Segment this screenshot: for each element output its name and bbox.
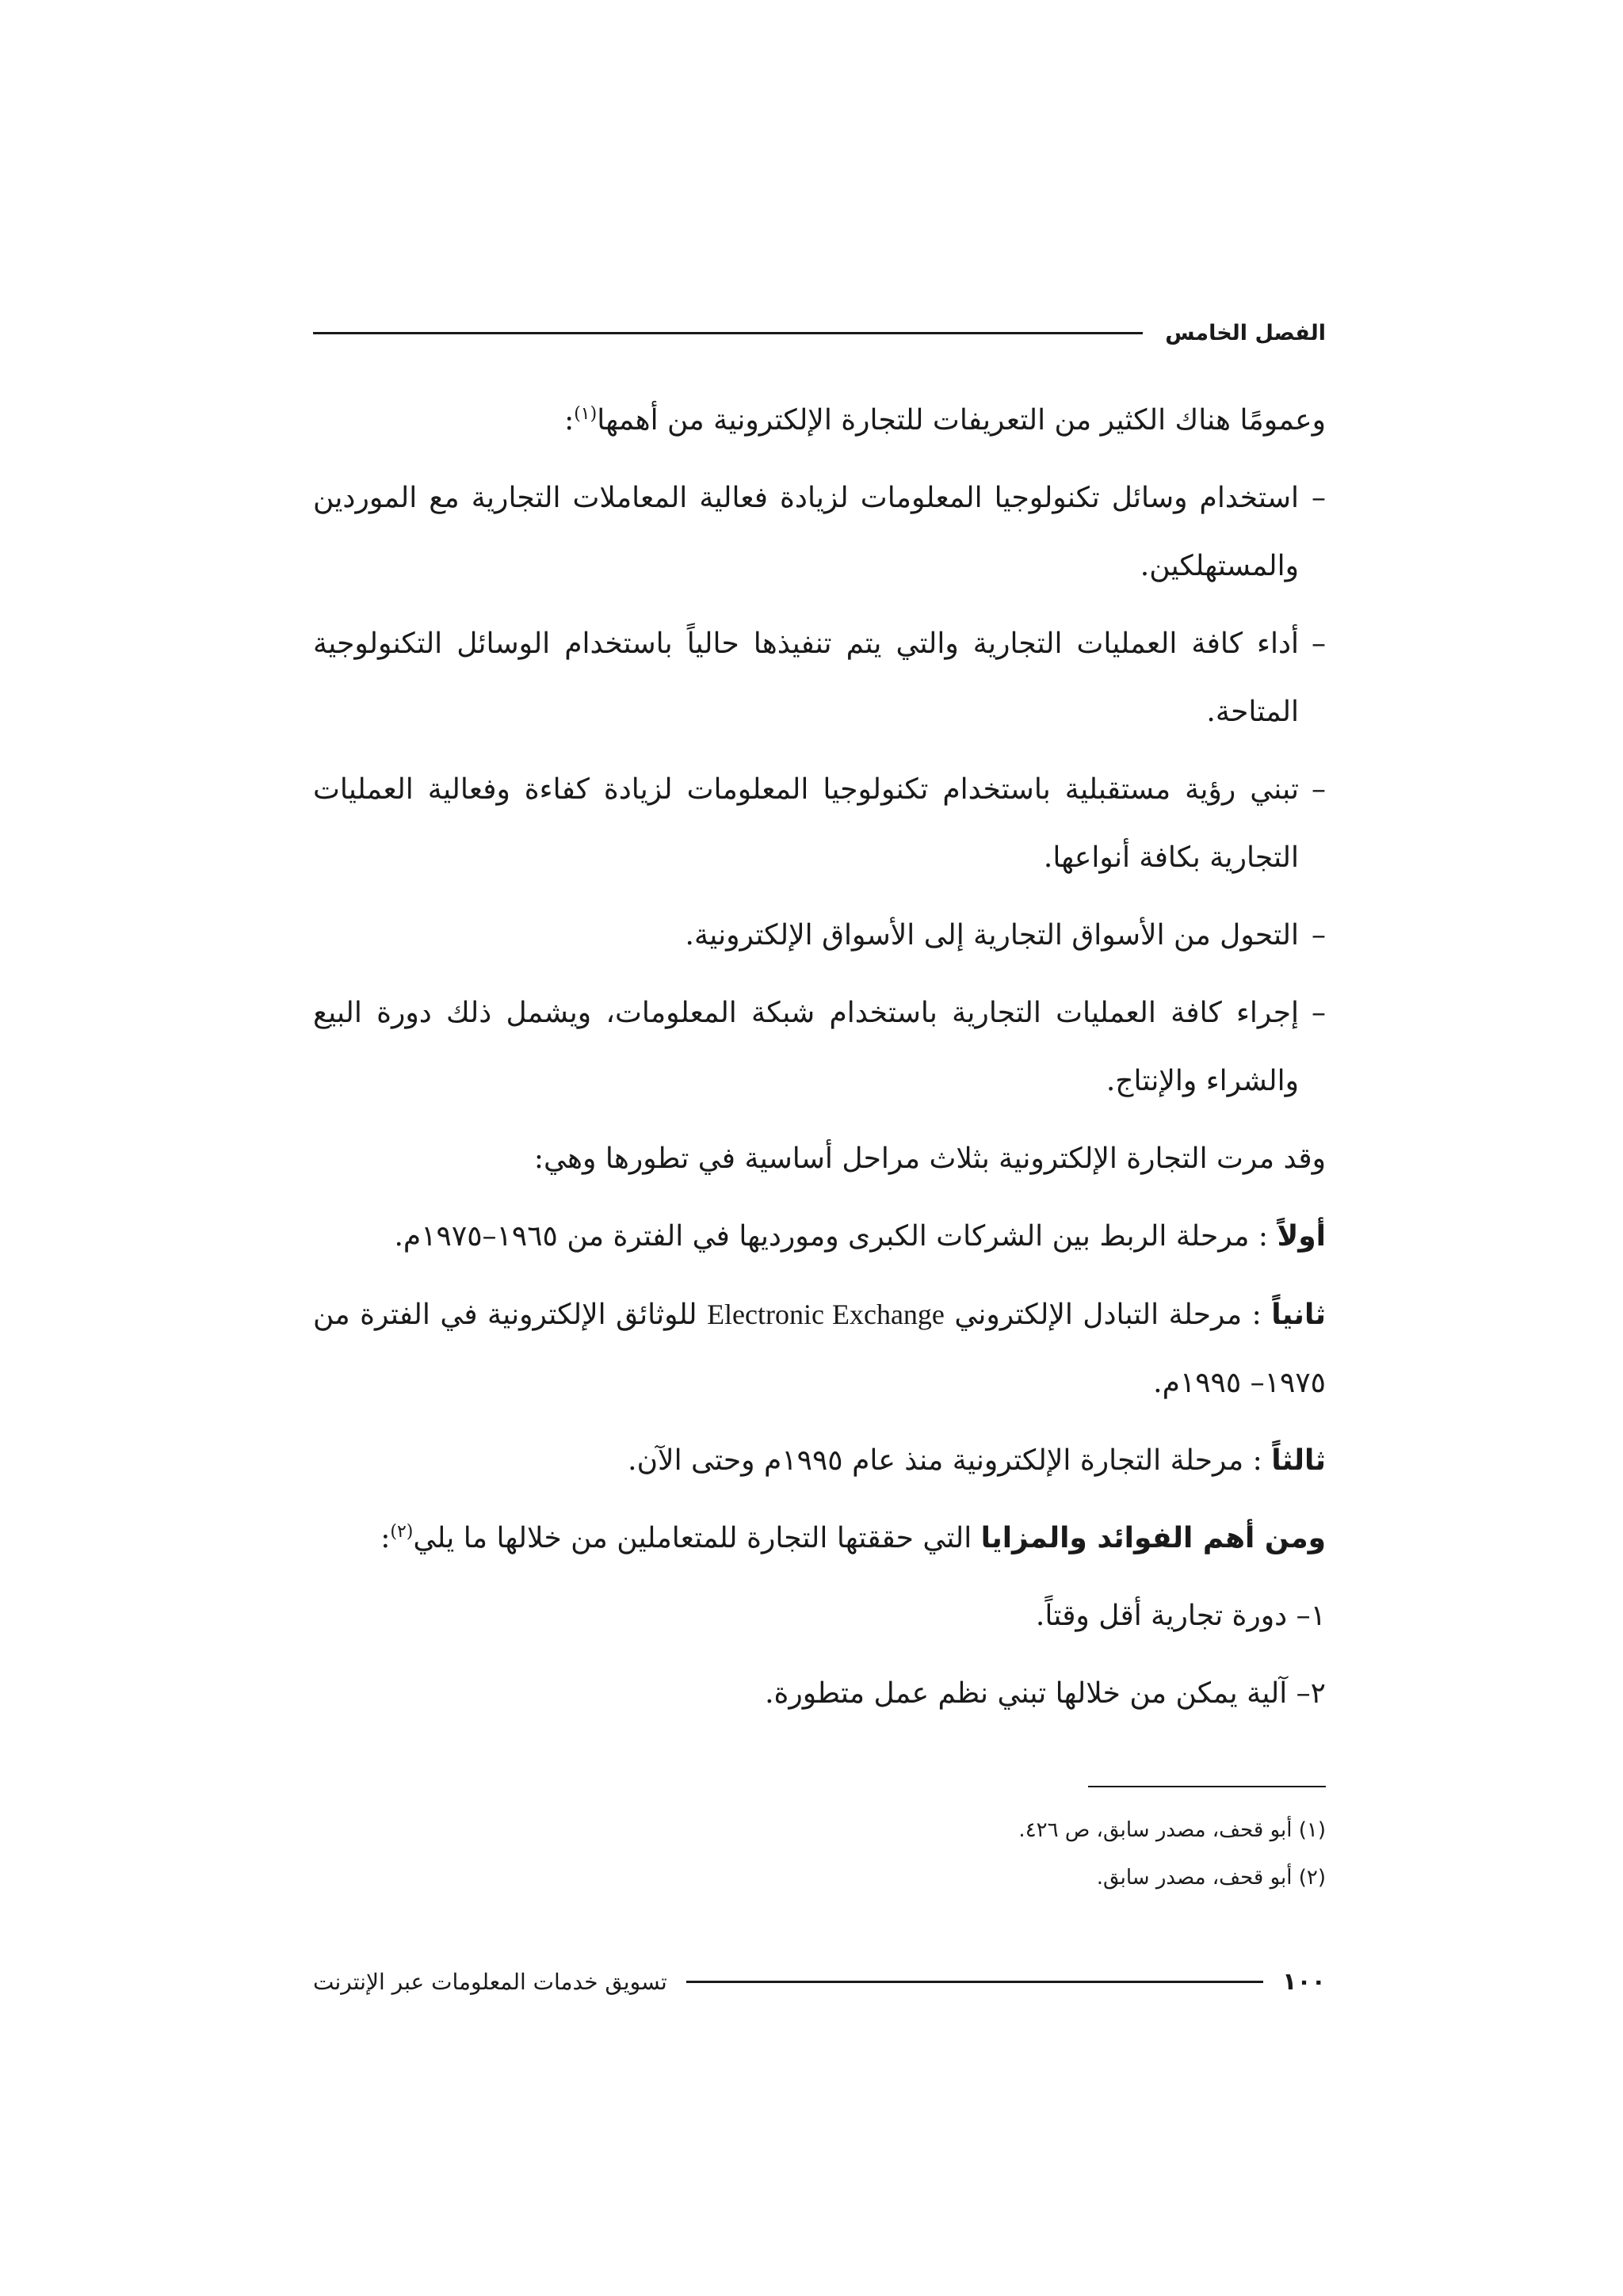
dash-marker: –: [1312, 919, 1326, 952]
chapter-title: الفصل الخامس: [1165, 320, 1326, 345]
footnotes: [313, 1806, 1326, 1901]
benefits-heading: ومن أهم الفوائد والمزايا: [980, 1522, 1326, 1554]
intro-paragraph: [313, 387, 1326, 455]
stage-text: : مرحلة التبادل الإلكتروني: [954, 1299, 1262, 1331]
footnote-1: (١) أبو قحف، مصدر سابق، ص ٤٢٦.: [1018, 1818, 1326, 1842]
book-title: تسويق خدمات المعلومات عبر الإنترنت: [313, 1968, 667, 1995]
stage-lead: ثالثاً: [1271, 1444, 1326, 1477]
footer-rule: [686, 1981, 1263, 1983]
benefits-intro: [313, 1505, 1326, 1573]
definition-text: أداء كافة العمليات التجارية والتي يتم تنفيذها حالياً باستخدام الوسائل التكنولوجية المتاحة.: [313, 627, 1299, 728]
footnote-ref-2: (٢): [390, 1522, 414, 1542]
stage-text: : مرحلة التجارة الإلكترونية منذ عام ١٩٩٥م وحتى الآن.: [628, 1444, 1262, 1477]
stage-text: : مرحلة الربط بين الشركات الكبرى ومورديها في الفترة من ١٩٦٥–١٩٧٥م.: [394, 1220, 1269, 1253]
stage-text-cont: للوثائق الإلكترونية في الفترة من ١٩٧٥– ١٩٩٥م.: [313, 1299, 1326, 1399]
dash-marker: –: [1312, 627, 1326, 660]
stage-item: [313, 1427, 1326, 1495]
stage-lead: أولاً: [1277, 1220, 1326, 1253]
definition-text: إجراء كافة العمليات التجارية باستخدام شبكة المعلومات، ويشمل ذلك دورة البيع والشراء والإنتاج.: [313, 997, 1299, 1097]
benefits-colon: :: [380, 1522, 391, 1554]
body-text: [313, 387, 1326, 1737]
stage-item: [313, 1203, 1326, 1271]
dash-marker: –: [1312, 997, 1326, 1029]
definition-item: [313, 610, 1326, 746]
definition-text: التحول من الأسواق التجارية إلى الأسواق الإلكترونية.: [685, 919, 1299, 952]
stage-latin-term: Electronic Exchange: [707, 1299, 945, 1330]
benefit-text: آلية يمكن من خلالها تبني نظم عمل متطورة.: [765, 1677, 1288, 1710]
definition-item: [313, 979, 1326, 1116]
definition-item: [313, 464, 1326, 601]
stage-item: [313, 1280, 1326, 1417]
stages-intro: وقد مرت التجارة الإلكترونية بثلاث مراحل أساسية في تطورها وهي:: [533, 1142, 1326, 1175]
definition-item: [313, 756, 1326, 892]
benefits-intro-text: التي حققتها التجارة للمتعاملين من خلالها ما يلي: [413, 1522, 972, 1554]
definition-text: استخدام وسائل تكنولوجيا المعلومات لزيادة فعالية المعاملات التجارية مع الموردين والمستهلكين.: [313, 482, 1299, 582]
benefit-number: ٢–: [1296, 1677, 1326, 1710]
dash-marker: –: [1312, 773, 1326, 806]
footnote-2: (٢) أبو قحف، مصدر سابق.: [1096, 1866, 1326, 1890]
stage-lead: ثانياً: [1271, 1299, 1326, 1331]
benefit-text: دورة تجارية أقل وقتاً.: [1035, 1600, 1288, 1632]
benefit-item: [313, 1660, 1326, 1728]
benefit-number: ١–: [1296, 1600, 1326, 1632]
running-header: [313, 317, 1326, 349]
definition-text: تبني رؤية مستقبلية باستخدام تكنولوجيا المعلومات لزيادة كفاءة وفعالية العمليات التجارية بكافة أنواعها.: [313, 773, 1299, 874]
header-rule: [313, 332, 1143, 334]
dash-marker: –: [1312, 482, 1326, 514]
running-footer: [313, 1962, 1326, 2001]
footnote-separator: [1088, 1786, 1326, 1787]
intro-colon: :: [564, 404, 575, 437]
footnote-ref-1: (١): [574, 404, 598, 424]
benefit-item: [313, 1582, 1326, 1650]
intro-text: وعمومًا هناك الكثير من التعريفات للتجارة الإلكترونية من أهمها: [597, 404, 1326, 437]
page-number: ١٠٠: [1282, 1967, 1326, 1996]
definition-item: [313, 902, 1326, 970]
